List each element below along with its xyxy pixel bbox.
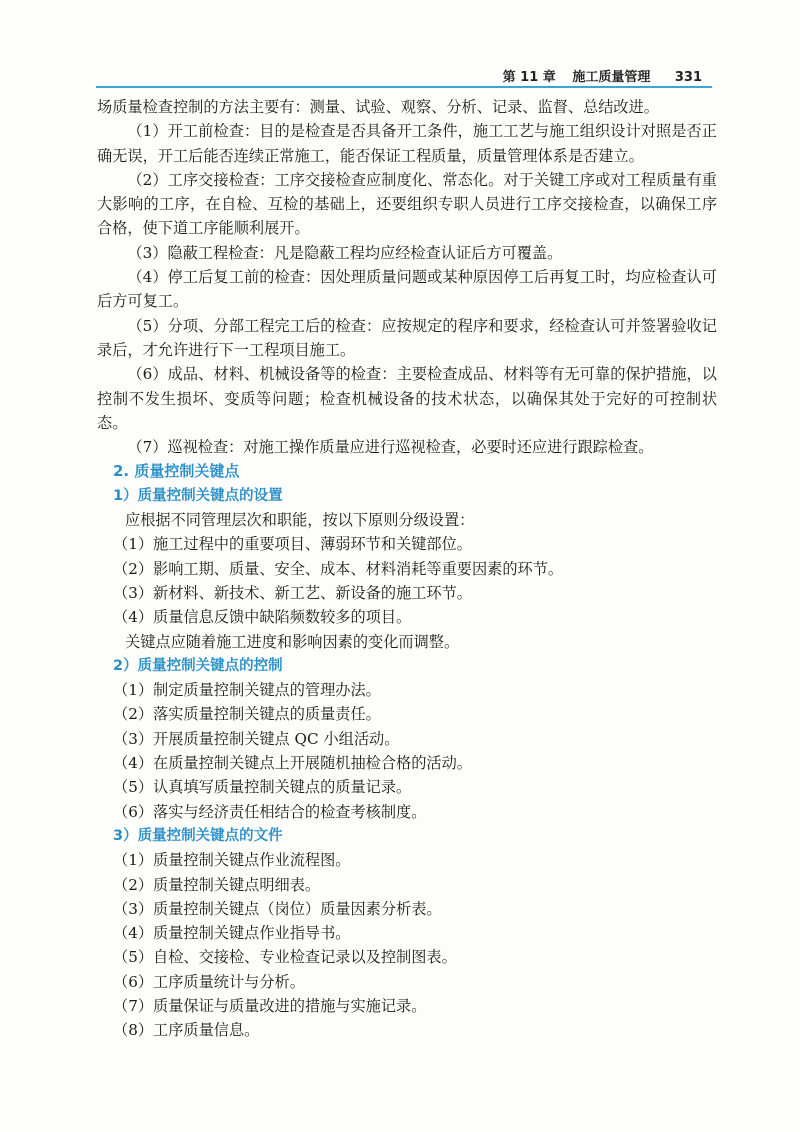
list-item: （2）落实质量控制关键点的质量责任。	[113, 705, 381, 724]
subsection-heading-3: 3）质量控制关键点的文件	[113, 827, 283, 844]
header-rule	[96, 86, 712, 88]
intro-paragraph: 场质量检查控制的方法主要有：测量、试验、观察、分析、记录、监督、总结改进。	[97, 98, 659, 116]
list-item: （6）落实与经济责任相结合的检查考核制度。	[113, 802, 427, 821]
paragraph-1: （1）开工前检查：目的是检查是否具备开工条件，施工工艺与施工组织设计对照是否正确无误，开工后能否连续正常施工，能否保证工程质量，质量管理体系是否建立。	[97, 122, 717, 165]
list-item: （4）在质量控制关键点上开展随机抽检合格的活动。	[113, 754, 472, 773]
list-item: （3）质量控制关键点（岗位）质量因素分析表。	[113, 899, 442, 918]
section-heading: 2. 质量控制关键点	[113, 462, 240, 481]
list-item: （5）认真填写质量控制关键点的质量记录。	[113, 778, 412, 797]
paragraph-5: （5）分项、分部工程完工后的检查：应按规定的程序和要求，经检查认可并签署验收记录后，才允许进行下一工程项目施工。	[97, 316, 717, 359]
list-item: （1）施工过程中的重要项目、薄弱环节和关键部位。	[113, 535, 472, 554]
subsection-heading-1: 1）质量控制关键点的设置	[113, 487, 283, 504]
list-item: （7）质量保证与质量改进的措施与实施记录。	[113, 996, 427, 1015]
page-number: 331	[674, 70, 702, 85]
list-item: （2）质量控制关键点明细表。	[113, 875, 321, 894]
subsection-heading-2: 2）质量控制关键点的控制	[113, 657, 283, 674]
list-item: （4）质量控制关键点作业指导书。	[113, 924, 351, 943]
running-header-text	[491, 66, 702, 85]
paragraph-7: （7）巡视检查：对施工操作质量应进行巡视检查，必要时还应进行跟踪检查。	[127, 438, 654, 457]
paragraph-3: （3）隐蔽工程检查：凡是隐蔽工程均应经检查认证后方可覆盖。	[127, 243, 563, 262]
list-item: （5）自检、交接检、专业检查记录以及控制图表。	[113, 948, 457, 967]
list-item: （3）新材料、新技术、新工艺、新设备的施工环节。	[113, 583, 472, 602]
running-header	[96, 62, 712, 86]
paragraph-2: （2）工序交接检查：工序交接检查应制度化、常态化。对于关键工序或对工程质量有重大影响的工序，在自检、互检的基础上，还要组织专职人员进行工序交接检查，以确保工序合格，使下道工序能顺利展开。	[97, 170, 717, 238]
paragraph-6: （6）成品、材料、机械设备等的检查：主要检查成品、材料等有无可靠的保护措施，以控制不发生损坏、变质等问题；检查机械设备的技术状态，以确保其处于完好的可控制状态。	[97, 365, 717, 432]
list-item: （8）工序质量信息。	[113, 1021, 260, 1040]
chapter-label: 第 11 章	[502, 70, 556, 85]
list-item: （3）开展质量控制关键点 QC 小组活动。	[113, 729, 400, 748]
subsection-1-tail: 关键点应随着施工进度和影响因素的变化而调整。	[125, 632, 460, 651]
list-item: （4）质量信息反馈中缺陷频数较多的项目。	[113, 608, 412, 627]
paragraph-4: （4）停工后复工前的检查：因处理质量问题或某种原因停工后再复工时，均应检查认可后方可复工。	[97, 268, 717, 311]
chapter-title: 施工质量管理	[572, 70, 651, 85]
subsection-1-lead: 应根据不同管理层次和职能，按以下原则分级设置：	[125, 511, 475, 530]
list-item: （2）影响工期、质量、安全、成本、材料消耗等重要因素的环节。	[113, 559, 564, 578]
list-item: （1）质量控制关键点作业流程图。	[113, 851, 351, 870]
list-item: （6）工序质量统计与分析。	[113, 972, 305, 991]
page-body	[97, 95, 717, 1043]
list-item: （1）制定质量控制关键点的管理办法。	[113, 681, 381, 700]
